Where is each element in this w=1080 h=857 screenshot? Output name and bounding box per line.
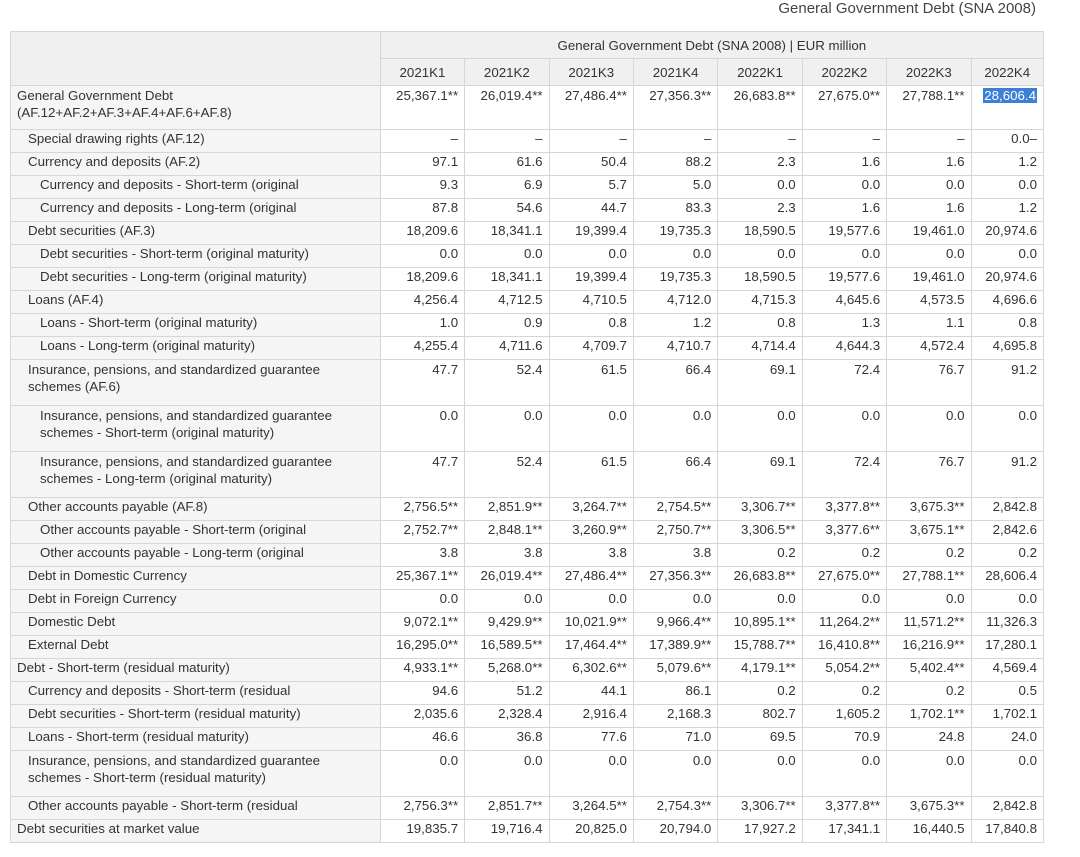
row-label[interactable]: Debt - Short-term (residual maturity) — [11, 659, 381, 682]
table-cell[interactable]: 0.0 — [380, 751, 464, 797]
table-row — [11, 544, 1044, 567]
table-cell[interactable]: 19,716.4 — [465, 820, 549, 843]
table-cell[interactable]: 4,572.4 — [887, 337, 971, 360]
table-cell[interactable]: 0.2 — [887, 682, 971, 705]
table-cell[interactable]: 4,712.5 — [465, 291, 549, 314]
table-cell[interactable]: 0.0 — [380, 245, 464, 268]
table-cell[interactable]: 19,835.7 — [380, 820, 464, 843]
table-cell[interactable]: – — [802, 130, 886, 153]
table-corner — [11, 32, 381, 86]
table-cell[interactable]: 10,021.9** — [549, 613, 633, 636]
table-cell[interactable]: 19,399.4 — [549, 268, 633, 291]
table-cell[interactable]: 0.0 — [549, 406, 633, 452]
table-cell[interactable]: 86.1 — [633, 682, 717, 705]
column-header-2021K3[interactable]: 2021K3 — [549, 59, 633, 86]
table-cell[interactable]: 16,216.9** — [887, 636, 971, 659]
table-cell[interactable]: 5.7 — [549, 176, 633, 199]
table-cell[interactable]: 3,306.7** — [718, 797, 802, 820]
table-cell[interactable]: 0.0 — [802, 751, 886, 797]
table-cell[interactable]: 71.0 — [633, 728, 717, 751]
table-cell[interactable]: 2,916.4 — [549, 705, 633, 728]
table-cell[interactable]: 5,079.6** — [633, 659, 717, 682]
table-row — [11, 659, 1044, 682]
table-cell[interactable]: 61.6 — [465, 153, 549, 176]
table-cell[interactable]: 19,577.6 — [802, 222, 886, 245]
table-cell[interactable]: 1.6 — [887, 199, 971, 222]
table-cell[interactable]: 27,675.0** — [802, 567, 886, 590]
table-cell[interactable]: 44.1 — [549, 682, 633, 705]
table-cell[interactable]: 70.9 — [802, 728, 886, 751]
table-cell[interactable]: 0.0 — [380, 406, 464, 452]
table-cell[interactable]: 25,367.1** — [380, 567, 464, 590]
table-cell[interactable]: 19,461.0 — [887, 268, 971, 291]
row-label[interactable]: Other accounts payable - Short-term (residual — [11, 797, 381, 820]
row-label[interactable]: Loans - Long-term (original maturity) — [11, 337, 381, 360]
table-cell[interactable]: 27,356.3** — [633, 567, 717, 590]
table-row — [11, 153, 1044, 176]
table-cell[interactable]: 0.0 — [718, 406, 802, 452]
table-cell[interactable]: 6,302.6** — [549, 659, 633, 682]
table-cell[interactable]: 17,389.9** — [633, 636, 717, 659]
table-cell[interactable]: 0.0 — [465, 751, 549, 797]
row-label[interactable]: Insurance, pensions, and standardized guarantee schemes - Long-term (original maturity) — [11, 452, 381, 498]
table-cell[interactable]: 0.0 — [465, 406, 549, 452]
table-cell[interactable]: 11,264.2** — [802, 613, 886, 636]
table-cell[interactable]: 3,260.9** — [549, 521, 633, 544]
table-cell[interactable]: 0.0 — [380, 590, 464, 613]
table-cell[interactable]: 26,019.4** — [465, 86, 549, 130]
table-row — [11, 86, 1044, 130]
table-cell[interactable]: 11,326.3 — [971, 613, 1044, 636]
row-label[interactable]: Other accounts payable - Short-term (original — [11, 521, 381, 544]
table-cell[interactable]: 54.6 — [465, 199, 549, 222]
table-cell[interactable]: 69.5 — [718, 728, 802, 751]
table-cell[interactable]: 52.4 — [465, 360, 549, 406]
table-cell[interactable]: 0.0 — [971, 406, 1044, 452]
table-cell[interactable]: – — [887, 130, 971, 153]
table-cell[interactable]: 11,571.2** — [887, 613, 971, 636]
table-cell[interactable] — [971, 86, 1044, 130]
table-cell[interactable]: 0.8 — [718, 314, 802, 337]
table-row — [11, 682, 1044, 705]
table-cell[interactable]: 3.8 — [465, 544, 549, 567]
table-cell[interactable]: 20,974.6 — [971, 268, 1044, 291]
table-cell[interactable]: 4,710.7 — [633, 337, 717, 360]
table-row — [11, 314, 1044, 337]
table-cell[interactable]: 1,702.1 — [971, 705, 1044, 728]
column-header-2022K1[interactable]: 2022K1 — [718, 59, 802, 86]
table-cell[interactable]: 0.0 — [633, 590, 717, 613]
table-cell[interactable]: 17,341.1 — [802, 820, 886, 843]
data-table — [10, 31, 1044, 843]
table-cell[interactable]: 16,295.0** — [380, 636, 464, 659]
table-cell[interactable]: 5.0 — [633, 176, 717, 199]
table-cell[interactable]: 9,072.1** — [380, 613, 464, 636]
column-header-2021K4[interactable]: 2021K4 — [633, 59, 717, 86]
table-cell[interactable]: 0.0 — [718, 245, 802, 268]
table-cell[interactable]: 20,794.0 — [633, 820, 717, 843]
table-cell[interactable]: 15,788.7** — [718, 636, 802, 659]
table-cell[interactable]: 4,255.4 — [380, 337, 464, 360]
table-cell[interactable]: 2,750.7** — [633, 521, 717, 544]
table-row — [11, 613, 1044, 636]
table-cell[interactable]: 2,752.7** — [380, 521, 464, 544]
table-cell[interactable]: 1,702.1** — [887, 705, 971, 728]
table-cell[interactable]: 2,848.1** — [465, 521, 549, 544]
table-cell[interactable]: 4,573.5 — [887, 291, 971, 314]
table-cell[interactable]: 1.1 — [887, 314, 971, 337]
row-label[interactable]: Other accounts payable - Long-term (original — [11, 544, 381, 567]
table-cell[interactable]: 3,377.8** — [802, 797, 886, 820]
table-cell[interactable]: 94.6 — [380, 682, 464, 705]
row-label[interactable]: Loans (AF.4) — [11, 291, 381, 314]
column-header-2021K1[interactable]: 2021K1 — [380, 59, 464, 86]
table-cell[interactable]: 18,209.6 — [380, 222, 464, 245]
table-cell[interactable]: 61.5 — [549, 452, 633, 498]
table-cell[interactable]: 0.0 — [633, 406, 717, 452]
table-cell[interactable]: 27,356.3** — [633, 86, 717, 130]
table-cell[interactable]: 1.2 — [633, 314, 717, 337]
table-cell[interactable]: 19,399.4 — [549, 222, 633, 245]
row-label[interactable]: Debt securities - Short-term (residual maturity) — [11, 705, 381, 728]
table-cell[interactable]: – — [380, 130, 464, 153]
row-label[interactable]: Loans - Short-term (residual maturity) — [11, 728, 381, 751]
row-label[interactable]: External Debt — [11, 636, 381, 659]
table-cell[interactable]: 3.8 — [633, 544, 717, 567]
table-cell[interactable]: 88.2 — [633, 153, 717, 176]
table-cell[interactable]: 6.9 — [465, 176, 549, 199]
table-cell[interactable]: 4,715.3 — [718, 291, 802, 314]
table-cell[interactable]: 28,606.4 — [971, 567, 1044, 590]
table-cell[interactable]: 18,341.1 — [465, 222, 549, 245]
table-cell[interactable]: 3,264.7** — [549, 498, 633, 521]
table-cell[interactable]: 97.1 — [380, 153, 464, 176]
table-cell[interactable]: 4,710.5 — [549, 291, 633, 314]
row-label[interactable]: Debt in Foreign Currency — [11, 590, 381, 613]
table-row — [11, 590, 1044, 613]
table-row — [11, 751, 1044, 797]
table-cell[interactable]: 4,569.4 — [971, 659, 1044, 682]
table-cell[interactable]: 4,645.6 — [802, 291, 886, 314]
row-label[interactable]: Debt securities at market value — [11, 820, 381, 843]
table-cell[interactable]: 9.3 — [380, 176, 464, 199]
table-cell[interactable]: 2.3 — [718, 153, 802, 176]
row-label[interactable]: Debt securities - Short-term (original maturity) — [11, 245, 381, 268]
row-label[interactable]: Loans - Short-term (original maturity) — [11, 314, 381, 337]
table-cell[interactable]: 16,410.8** — [802, 636, 886, 659]
table-cell[interactable]: 18,209.6 — [380, 268, 464, 291]
table-cell[interactable]: 26,019.4** — [465, 567, 549, 590]
table-cell[interactable]: 0.0 — [802, 590, 886, 613]
table-cell[interactable]: 802.7 — [718, 705, 802, 728]
table-row — [11, 406, 1044, 452]
table-cell[interactable]: 0.2 — [718, 682, 802, 705]
table-cell[interactable]: 61.5 — [549, 360, 633, 406]
table-row — [11, 705, 1044, 728]
table-row — [11, 337, 1044, 360]
table-cell[interactable]: 0.2 — [802, 682, 886, 705]
table-cell[interactable]: 3,306.7** — [718, 498, 802, 521]
table-cell[interactable]: 76.7 — [887, 452, 971, 498]
table-cell[interactable]: 1.2 — [971, 153, 1044, 176]
row-label[interactable]: Debt securities (AF.3) — [11, 222, 381, 245]
table-cell[interactable]: 3,264.5** — [549, 797, 633, 820]
table-cell[interactable]: 4,714.4 — [718, 337, 802, 360]
table-cell[interactable]: 3,675.3** — [887, 498, 971, 521]
table-cell[interactable]: 27,788.1** — [887, 86, 971, 130]
table-cell[interactable]: 0.0 — [802, 176, 886, 199]
table-cell[interactable]: 3,675.1** — [887, 521, 971, 544]
table-cell[interactable]: 1.6 — [802, 153, 886, 176]
row-label[interactable]: Currency and deposits - Short-term (original — [11, 176, 381, 199]
table-row — [11, 521, 1044, 544]
table-cell[interactable]: 17,927.2 — [718, 820, 802, 843]
table-cell[interactable]: 76.7 — [887, 360, 971, 406]
table-cell[interactable]: 27,675.0** — [802, 86, 886, 130]
row-label[interactable]: Insurance, pensions, and standardized guarantee schemes - Short-term (original maturity) — [11, 406, 381, 452]
table-cell[interactable]: 72.4 — [802, 452, 886, 498]
table-row — [11, 728, 1044, 751]
table-cell[interactable]: 2,168.3 — [633, 705, 717, 728]
table-cell[interactable]: 19,577.6 — [802, 268, 886, 291]
table-cell[interactable]: 2,756.3** — [380, 797, 464, 820]
table-cell[interactable]: 4,712.0 — [633, 291, 717, 314]
table-cell[interactable]: 0.0 — [971, 176, 1044, 199]
table-cell[interactable]: 0.0 — [718, 751, 802, 797]
table-cell[interactable]: 2,842.6 — [971, 521, 1044, 544]
table-cell[interactable]: 4,179.1** — [718, 659, 802, 682]
table-cell[interactable]: 1,605.2 — [802, 705, 886, 728]
table-row — [11, 498, 1044, 521]
table-cell[interactable]: 16,440.5 — [887, 820, 971, 843]
table-cell[interactable]: 69.1 — [718, 452, 802, 498]
table-cell[interactable]: 0.2 — [802, 544, 886, 567]
table-cell[interactable]: 27,788.1** — [887, 567, 971, 590]
table-cell[interactable]: 1.2 — [971, 199, 1044, 222]
table-row — [11, 567, 1044, 590]
table-cell[interactable]: 18,590.5 — [718, 222, 802, 245]
table-cell[interactable]: 0.0 — [802, 245, 886, 268]
table-cell[interactable]: 24.0 — [971, 728, 1044, 751]
table-cell[interactable]: 5,268.0** — [465, 659, 549, 682]
table-row — [11, 222, 1044, 245]
table-row — [11, 176, 1044, 199]
table-cell[interactable]: 0.2 — [718, 544, 802, 567]
table-cell[interactable]: 16,589.5** — [465, 636, 549, 659]
table-cell[interactable]: 4,695.8 — [971, 337, 1044, 360]
column-header-2021K2[interactable]: 2021K2 — [465, 59, 549, 86]
table-cell[interactable]: 20,825.0 — [549, 820, 633, 843]
table-row — [11, 452, 1044, 498]
table-cell[interactable]: 0.0– — [971, 130, 1044, 153]
table-cell[interactable]: 3,377.6** — [802, 521, 886, 544]
page-title: General Government Debt (SNA 2008) — [778, 0, 1036, 17]
column-header-2022K2[interactable]: 2022K2 — [802, 59, 886, 86]
row-label[interactable]: Debt in Domestic Currency — [11, 567, 381, 590]
table-row — [11, 130, 1044, 153]
table-cell[interactable]: 20,974.6 — [971, 222, 1044, 245]
row-label[interactable]: Other accounts payable (AF.8) — [11, 498, 381, 521]
table-cell[interactable]: 3,306.5** — [718, 521, 802, 544]
table-row — [11, 199, 1044, 222]
table-cell[interactable]: 0.0 — [465, 590, 549, 613]
table-cell[interactable]: 0.0 — [971, 245, 1044, 268]
table-cell[interactable]: 2,842.8 — [971, 498, 1044, 521]
table-cell[interactable]: 3,675.3** — [887, 797, 971, 820]
table-cell[interactable]: 27,486.4** — [549, 567, 633, 590]
table-cell[interactable]: 0.0 — [465, 245, 549, 268]
table-cell[interactable]: 0.0 — [971, 590, 1044, 613]
table-cell[interactable]: 0.0 — [549, 590, 633, 613]
row-label[interactable]: Debt securities - Long-term (original maturity) — [11, 268, 381, 291]
table-cell[interactable]: 87.8 — [380, 199, 464, 222]
table-cell[interactable]: 77.6 — [549, 728, 633, 751]
table-cell[interactable]: 1.6 — [887, 153, 971, 176]
table-cell[interactable]: 0.5 — [971, 682, 1044, 705]
table-cell[interactable]: 47.7 — [380, 452, 464, 498]
table-row — [11, 291, 1044, 314]
table-cell[interactable]: 91.2 — [971, 452, 1044, 498]
table-cell[interactable]: 26,683.8** — [718, 567, 802, 590]
table-cell[interactable]: 18,341.1 — [465, 268, 549, 291]
table-cell[interactable]: 3.8 — [380, 544, 464, 567]
table-cell[interactable]: 19,461.0 — [887, 222, 971, 245]
table-cell[interactable]: 18,590.5 — [718, 268, 802, 291]
table-row — [11, 820, 1044, 843]
table-cell[interactable]: 46.6 — [380, 728, 464, 751]
row-label[interactable]: Insurance, pensions, and standardized guarantee schemes - Short-term (residual maturity) — [11, 751, 381, 797]
table-row — [11, 360, 1044, 406]
row-label[interactable]: Special drawing rights (AF.12) — [11, 130, 381, 153]
table-cell[interactable]: 1.6 — [802, 199, 886, 222]
table-cell[interactable]: 5,054.2** — [802, 659, 886, 682]
table-cell[interactable]: 17,464.4** — [549, 636, 633, 659]
table-cell[interactable]: – — [549, 130, 633, 153]
table-cell[interactable]: 0.2 — [971, 544, 1044, 567]
table-cell[interactable]: 0.0 — [802, 406, 886, 452]
table-cell[interactable]: 83.3 — [633, 199, 717, 222]
table-cell[interactable]: 0.0 — [887, 406, 971, 452]
table-cell[interactable]: 4,696.6 — [971, 291, 1044, 314]
row-label[interactable]: Currency and deposits - Short-term (residual — [11, 682, 381, 705]
table-row — [11, 245, 1044, 268]
table-cell[interactable]: 17,840.8 — [971, 820, 1044, 843]
table-cell[interactable]: 24.8 — [887, 728, 971, 751]
table-cell[interactable]: 19,735.3 — [633, 268, 717, 291]
table-cell[interactable]: 4,644.3 — [802, 337, 886, 360]
table-caption: General Government Debt (SNA 2008) | EUR million — [380, 32, 1043, 59]
column-header-2022K4[interactable]: 2022K4 — [971, 59, 1044, 86]
table-cell[interactable]: 1.3 — [802, 314, 886, 337]
table-cell[interactable]: 72.4 — [802, 360, 886, 406]
row-label[interactable]: Currency and deposits - Long-term (original — [11, 199, 381, 222]
row-label[interactable]: General Government Debt (AF.12+AF.2+AF.3+AF.4+AF.6+AF.8) — [11, 86, 381, 130]
table-cell[interactable]: 44.7 — [549, 199, 633, 222]
table-cell[interactable]: 0.0 — [549, 751, 633, 797]
table-cell[interactable]: 0.0 — [887, 590, 971, 613]
table-cell[interactable]: 2,328.4 — [465, 705, 549, 728]
table-cell[interactable]: 0.8 — [549, 314, 633, 337]
table-cell[interactable]: – — [718, 130, 802, 153]
table-cell[interactable]: 4,933.1** — [380, 659, 464, 682]
table-cell[interactable]: 2,756.5** — [380, 498, 464, 521]
table-cell[interactable]: 2.3 — [718, 199, 802, 222]
table-cell[interactable]: 4,709.7 — [549, 337, 633, 360]
table-cell[interactable]: 25,367.1** — [380, 86, 464, 130]
table-cell[interactable]: 0.0 — [887, 176, 971, 199]
table-cell[interactable]: 0.0 — [633, 245, 717, 268]
table-cell[interactable]: 27,486.4** — [549, 86, 633, 130]
table-cell[interactable]: 4,711.6 — [465, 337, 549, 360]
table-cell[interactable]: 3.8 — [549, 544, 633, 567]
table-cell[interactable]: 2,754.3** — [633, 797, 717, 820]
table-cell[interactable]: 0.9 — [465, 314, 549, 337]
table-cell[interactable]: 2,851.9** — [465, 498, 549, 521]
table-cell[interactable]: 66.4 — [633, 360, 717, 406]
table-cell[interactable]: 0.8 — [971, 314, 1044, 337]
table-cell[interactable]: 0.0 — [887, 245, 971, 268]
table-cell[interactable]: 2,851.7** — [465, 797, 549, 820]
table-row — [11, 268, 1044, 291]
table-cell[interactable]: 0.2 — [887, 544, 971, 567]
table-row — [11, 636, 1044, 659]
table-cell[interactable]: 2,035.6 — [380, 705, 464, 728]
table-cell[interactable]: 0.0 — [971, 751, 1044, 797]
row-label[interactable]: Insurance, pensions, and standardized guarantee schemes (AF.6) — [11, 360, 381, 406]
row-label[interactable]: Currency and deposits (AF.2) — [11, 153, 381, 176]
table-cell[interactable]: 1.0 — [380, 314, 464, 337]
table-cell[interactable]: 0.0 — [718, 590, 802, 613]
table-cell[interactable]: 5,402.4** — [887, 659, 971, 682]
table-cell[interactable]: 19,735.3 — [633, 222, 717, 245]
table-cell[interactable]: 0.0 — [633, 751, 717, 797]
table-row — [11, 797, 1044, 820]
selected-cell-text[interactable]: 28,606.4 — [984, 88, 1036, 103]
table-cell[interactable]: 0.0 — [887, 751, 971, 797]
table-cell[interactable]: 2,754.5** — [633, 498, 717, 521]
table-cell[interactable]: 69.1 — [718, 360, 802, 406]
table-cell[interactable]: – — [465, 130, 549, 153]
table-cell[interactable]: 91.2 — [971, 360, 1044, 406]
table-cell[interactable]: 26,683.8** — [718, 86, 802, 130]
column-header-2022K3[interactable]: 2022K3 — [887, 59, 971, 86]
table-cell[interactable]: 9,966.4** — [633, 613, 717, 636]
table-cell[interactable]: 52.4 — [465, 452, 549, 498]
table-cell[interactable]: 4,256.4 — [380, 291, 464, 314]
table-cell[interactable]: 10,895.1** — [718, 613, 802, 636]
table-cell[interactable]: 51.2 — [465, 682, 549, 705]
table-cell[interactable]: 9,429.9** — [465, 613, 549, 636]
table-cell[interactable]: 36.8 — [465, 728, 549, 751]
table-cell[interactable]: 66.4 — [633, 452, 717, 498]
table-cell[interactable]: 47.7 — [380, 360, 464, 406]
table-cell[interactable]: 3,377.8** — [802, 498, 886, 521]
table-cell[interactable]: – — [633, 130, 717, 153]
row-label[interactable]: Domestic Debt — [11, 613, 381, 636]
table-cell[interactable]: 50.4 — [549, 153, 633, 176]
table-cell[interactable]: 2,842.8 — [971, 797, 1044, 820]
table-cell[interactable]: 17,280.1 — [971, 636, 1044, 659]
table-cell[interactable]: 0.0 — [718, 176, 802, 199]
table-cell[interactable]: 0.0 — [549, 245, 633, 268]
